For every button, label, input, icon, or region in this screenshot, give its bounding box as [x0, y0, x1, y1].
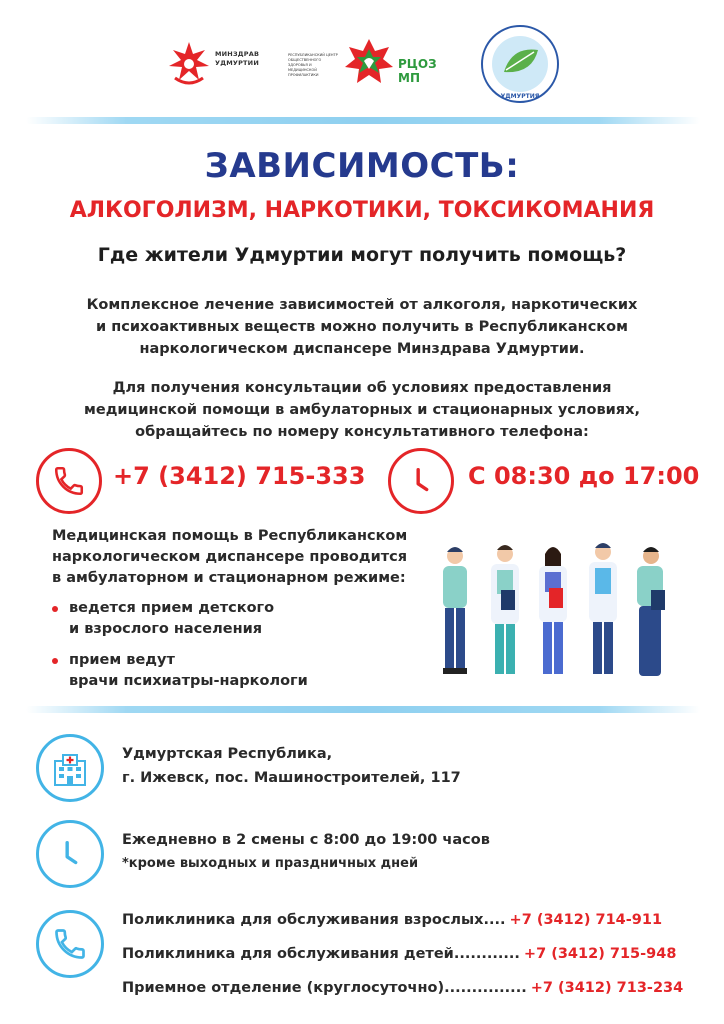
intro-paragraph: Комплексное лечение зависимостей от алкоголя, наркотических и психоактивных веществ можно получить в Республиканском наркологическом диспансере Минздрава Удмуртии. — [86, 297, 638, 357]
bullet-dot-icon — [52, 658, 58, 664]
contacts-phone-icon — [36, 910, 104, 978]
minzdrav-label: МИНЗДРАВ УДМУРТИИ — [215, 50, 260, 67]
rcoz-label: РЦОЗ МП — [398, 57, 437, 85]
doctor-figure-2 — [491, 545, 519, 674]
minzdrav-logo — [165, 40, 275, 100]
clock-icon — [388, 448, 454, 514]
rcoz-emblem-icon — [343, 37, 395, 89]
contact-label: Поликлиника для обслуживания взрослых.... — [122, 912, 506, 928]
divider-top — [26, 117, 700, 124]
contact-label: Приемное отделение (круглосуточно)............... — [122, 980, 527, 996]
dispensary-logo — [480, 24, 560, 104]
contact-phone[interactable]: +7 (3412) 715-948 — [523, 946, 677, 962]
bullet-dot-icon — [52, 606, 58, 612]
dispensary-emblem-icon — [480, 24, 560, 104]
consult-paragraph: Для получения консультации об условиях предоставления медицинской помощи в амбулаторных и стационарных условиях, обращайтесь по номеру консультативного телефона: — [84, 380, 640, 440]
minzdrav-emblem-icon — [165, 40, 213, 88]
dispensary-region-label: УДМУРТИЯ — [500, 93, 540, 100]
address: Удмуртская Республика, г. Ижевск, пос. Машиностроителей, 117 — [122, 746, 461, 786]
hospital-icon — [36, 734, 104, 802]
doctor-figure-4 — [589, 543, 617, 674]
doctor-figure-1 — [443, 547, 467, 674]
contact-row — [122, 937, 702, 971]
contact-label: Поликлиника для обслуживания детей............ — [122, 946, 520, 962]
schedule: Ежедневно в 2 смены с 8:00 до 19:00 часов *кроме выходных и праздничных дней — [122, 828, 490, 876]
divider-bottom — [26, 706, 700, 713]
contacts-list — [122, 903, 702, 1005]
contact-row — [122, 971, 702, 1005]
doctors-illustration — [425, 540, 695, 690]
page-title: ЗАВИСИМОСТЬ: — [204, 146, 520, 186]
consult-phone[interactable]: +7 (3412) 715-333 — [113, 462, 366, 490]
logo-bar — [0, 22, 724, 112]
list-item: ведется прием детского и взрослого населения — [52, 598, 412, 640]
rcoz-small-label: РЕСПУБЛИКАНСКИЙ ЦЕНТР ОБЩЕСТВЕННОГО ЗДОРОВЬЯ И МЕДИЦИНСКОЙ ПРОФИЛАКТИКИ — [288, 53, 338, 77]
question-heading: Где жители Удмуртии могут получить помощь? — [97, 244, 627, 266]
schedule-note: *кроме выходных и праздничных дней — [122, 856, 419, 871]
doctor-figure-3 — [539, 547, 567, 674]
rcoz-logo — [288, 37, 458, 97]
care-description: Медицинская помощь в Республиканском наркологическом диспансере проводится в амбулаторном и стационарном режиме: — [52, 528, 408, 586]
phone-icon — [36, 448, 102, 514]
contact-row — [122, 903, 702, 937]
contact-phone[interactable]: +7 (3412) 713-234 — [530, 980, 684, 996]
page-subtitle: АЛКОГОЛИЗМ, НАРКОТИКИ, ТОКСИКОМАНИЯ — [69, 198, 655, 223]
list-item: прием ведут врачи психиатры-наркологи — [52, 650, 412, 692]
consult-hours: С 08:30 до 17:00 — [468, 462, 700, 490]
contact-phone[interactable]: +7 (3412) 714-911 — [509, 912, 663, 928]
doctor-figure-5 — [637, 547, 665, 676]
schedule-clock-icon — [36, 820, 104, 888]
